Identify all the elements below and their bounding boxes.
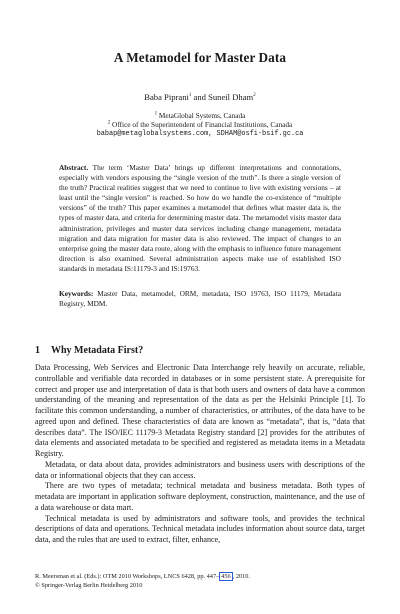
paper-title: A Metamodel for Master Data [113, 50, 287, 65]
page-footer [35, 573, 365, 590]
keywords-label: Keywords: [59, 289, 94, 298]
section-heading [35, 345, 143, 356]
body-paragraph-4: Technical metadata is used by administrators and software tools, and provides the technical descriptions of data and operations. Technical metadata includes information about source data, target data, and the rules that are used to extract, filter, enhance, [35, 513, 365, 544]
abstract-text: The term ‘Master Data’ brings up different interpretations and connotations, especially with vendors espousing the “single version of the truth”. Is there a single version of the truth? Practical realities suggest that we need to continue to live with existing versions – at least until the “single version” is reached. So how do we handle the co-existence of “multiple versions” of the truth? This paper examines a metamodel that defines what master data is, the types of master data, and criteria for determining master data. The metamodel visits master data administration, privileges and master data services including change management, metadata migration and data migration for master data is also reviewed. The impact of changes to an enterprise going the master data route, along with the emphasis to influence future management direction is also examined. Several administration aspects make use of established ISO standards in metadata IS:11179-3 and IS:19763. [59, 163, 341, 273]
citation-prefix: R. Meersman et al. (Eds.): OTM 2010 Workshops, LNCS 6428, pp. 447– [35, 573, 220, 580]
affiliation-1-marker: 1 [154, 111, 158, 117]
page-range-link[interactable]: 456 [221, 573, 231, 580]
citation-suffix: , 2010. [232, 573, 251, 580]
author-1-affil-marker: 1 [188, 93, 192, 99]
author-conjunction: and [191, 92, 209, 102]
affiliation-1 [0, 111, 400, 120]
keywords [59, 289, 341, 309]
section-body [35, 363, 365, 546]
author-2-affil-marker: 2 [253, 93, 256, 99]
affiliation-1-text: MetaGlobal Systems, Canada [157, 111, 246, 120]
body-paragraph-3: There are two types of metadata; technical metadata and business metadata. Both types of metadata are important in application software deployment, construction, maintenance, and the use of a data warehouse or data mart. [35, 481, 365, 512]
affiliations [0, 111, 400, 139]
abstract [59, 163, 341, 274]
affiliation-2-marker: 2 [107, 120, 111, 126]
copyright-line: © Springer-Verlag Berlin Heidelberg 2010 [35, 581, 143, 589]
body-paragraph-1: Data Processing, Web Services and Electronic Data Interchange rely heavily on accurate, reliable, controllable and verifiable data recorded in databases or in some persistent state. A prerequisite for correct and proper use and interpretation of data is that both users and owners of data have a common understanding of the meaning and representation of the data as per the Helsinki Principle [1]. To facilitate this common understanding, a number of characteristics, or attributes, of the data have to be agreed upon and defined. These characteristics of data are known as “metadata”, that is, “data that describes data”. The ISO/IEC 11179-3 Metadata Registry standard [2] provides for the attributes of data elements and associated metadata to be specified and registered as metadata items in a Metadata Registry. [35, 363, 365, 458]
author-emails: babap@metaglobalsystems.com, SDHAM@osfi-bsif.gc.ca [96, 129, 304, 138]
keywords-text: Master Data, metamodel, ORM, metadata, ISO 19763, ISO 11179, Metadata Registry, MDM. [59, 289, 341, 309]
affiliation-2-text: Office of the Superintendent of Financial Institutions, Canada [110, 120, 293, 130]
affiliation-2 [0, 120, 400, 129]
author-2: Suneil Dham [208, 92, 254, 102]
section-number: 1 [35, 345, 40, 356]
body-paragraph-2: Metadata, or data about data, provides administrators and business users with descriptions of the data or informational objects that they can access. [35, 459, 365, 480]
author-list [0, 92, 400, 102]
citation-line [35, 573, 365, 582]
section-title: Why Metadata First? [51, 345, 144, 356]
abstract-label: Abstract. [59, 163, 89, 172]
author-1: Baba Piprani [144, 92, 189, 102]
